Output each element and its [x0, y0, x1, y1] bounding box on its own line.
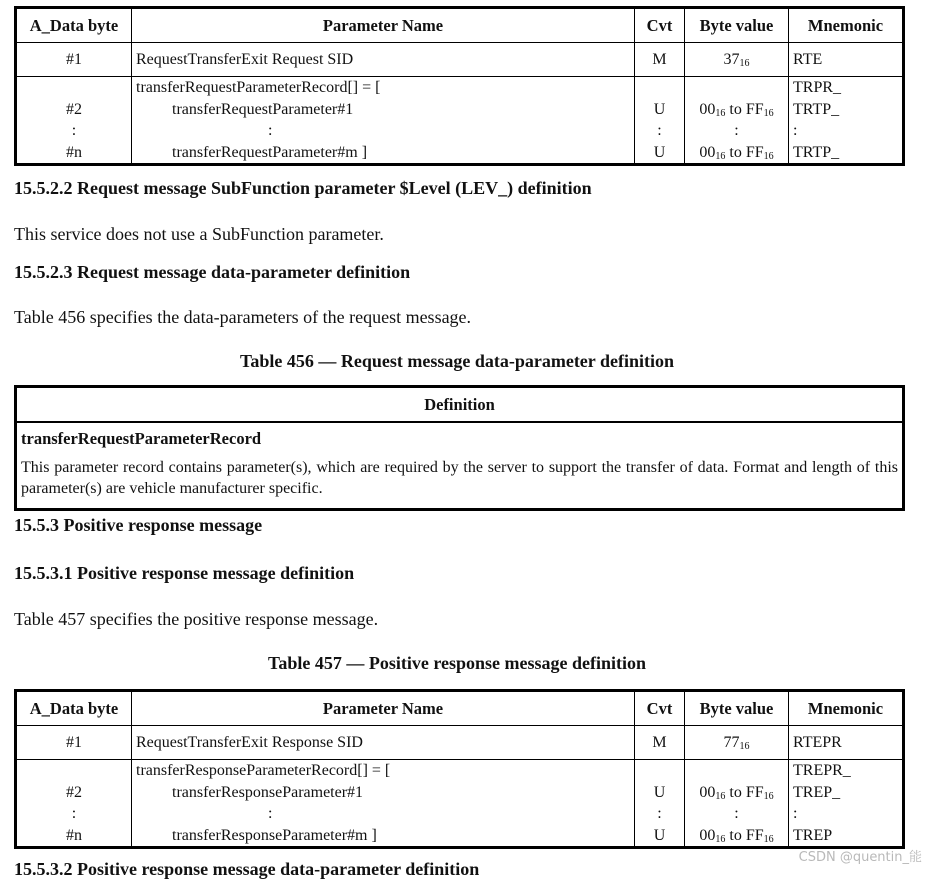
section-heading-15-5-2-2: 15.5.2.2 Request message SubFunction parameter $Level (LEV_) definition: [14, 178, 592, 198]
table-header-row: [16, 8, 904, 43]
table-456-caption: Table 456 — Request message data-parameter definition: [240, 351, 674, 371]
header-mnemonic: Mnemonic: [789, 8, 904, 43]
table-header-row: [16, 691, 904, 726]
parameter-name-cell: RequestTransferExit Response SID: [132, 726, 635, 760]
byte-value-cell: $00_{16}$ to $FF_{16}$ : $00_{16}$ to $FF_{16}$: [685, 77, 789, 165]
header-parameter-name: Parameter Name: [132, 691, 635, 726]
byte-value-cell: $77_{16}$: [685, 726, 789, 760]
paragraph-table-457-intro: Table 457 specifies the positive response message.: [14, 609, 379, 629]
definition-description: This parameter record contains parameter(s), which are required by the server to support the transfer of data. Format and length of this parameter(s) are vehicle manufacturer specific.: [21, 459, 898, 497]
byte-cell: #1: [16, 43, 132, 77]
response-message-table: [14, 689, 905, 849]
definition-table-456: [14, 385, 905, 511]
cvt-cell: M: [635, 43, 685, 77]
header-a-data-byte: A_Data byte: [16, 691, 132, 726]
byte-cell: #2 : #n: [16, 77, 132, 165]
table-row: [16, 43, 904, 77]
header-byte-value: Byte value: [685, 691, 789, 726]
mnemonic-cell: TRPR_ TRTP_ : TRTP_: [789, 77, 904, 165]
byte-cell: #2 : #n: [16, 760, 132, 848]
byte-value-cell: $00_{16}$ to $FF_{16}$ : $00_{16}$ to $FF_{16}$: [685, 760, 789, 848]
cvt-cell: U : U: [635, 760, 685, 848]
definition-header: Definition: [17, 388, 902, 423]
header-byte-value: Byte value: [685, 8, 789, 43]
cvt-cell: M: [635, 726, 685, 760]
paragraph-table-456-intro: Table 456 specifies the data-parameters of the request message.: [14, 307, 472, 327]
parameter-name-cell: RequestTransferExit Request SID: [132, 43, 635, 77]
header-a-data-byte: A_Data byte: [16, 8, 132, 43]
header-cvt: Cvt: [635, 691, 685, 726]
byte-value-cell: $37_{16}$: [685, 43, 789, 77]
table-457-caption: Table 457 — Positive response message definition: [267, 653, 646, 673]
byte-cell: #1: [16, 726, 132, 760]
section-heading-15-5-3-1: 15.5.3.1 Positive response message definition: [14, 563, 355, 583]
request-message-table: [14, 6, 905, 166]
watermark: CSDN @quentin_能: [798, 850, 922, 865]
cvt-cell: U : U: [635, 77, 685, 165]
parameter-name-cell: transferRequestParameterRecord[] = [ transferRequestParameter#1 : transferRequestParameter#m ]: [132, 77, 635, 165]
section-heading-15-5-3-2: 15.5.3.2 Positive response message data-parameter definition: [14, 859, 480, 879]
table-row: [16, 726, 904, 760]
definition-term: transferRequestParameterRecord: [21, 429, 262, 448]
section-heading-15-5-3: 15.5.3 Positive response message: [14, 515, 263, 535]
header-cvt: Cvt: [635, 8, 685, 43]
table-row: [16, 760, 904, 848]
header-mnemonic: Mnemonic: [789, 691, 904, 726]
parameter-name-cell: transferResponseParameterRecord[] = [ transferResponseParameter#1 : transferResponseParameter#m ]: [132, 760, 635, 848]
table-row: [16, 77, 904, 165]
mnemonic-cell: RTE: [789, 43, 904, 77]
mnemonic-cell: TREPR_ TREP_ : TREP: [789, 760, 904, 848]
header-parameter-name: Parameter Name: [132, 8, 635, 43]
section-heading-15-5-2-3: 15.5.2.3 Request message data-parameter definition: [14, 262, 411, 282]
paragraph-no-subfunction: This service does not use a SubFunction parameter.: [14, 224, 384, 244]
mnemonic-cell: RTEPR: [789, 726, 904, 760]
